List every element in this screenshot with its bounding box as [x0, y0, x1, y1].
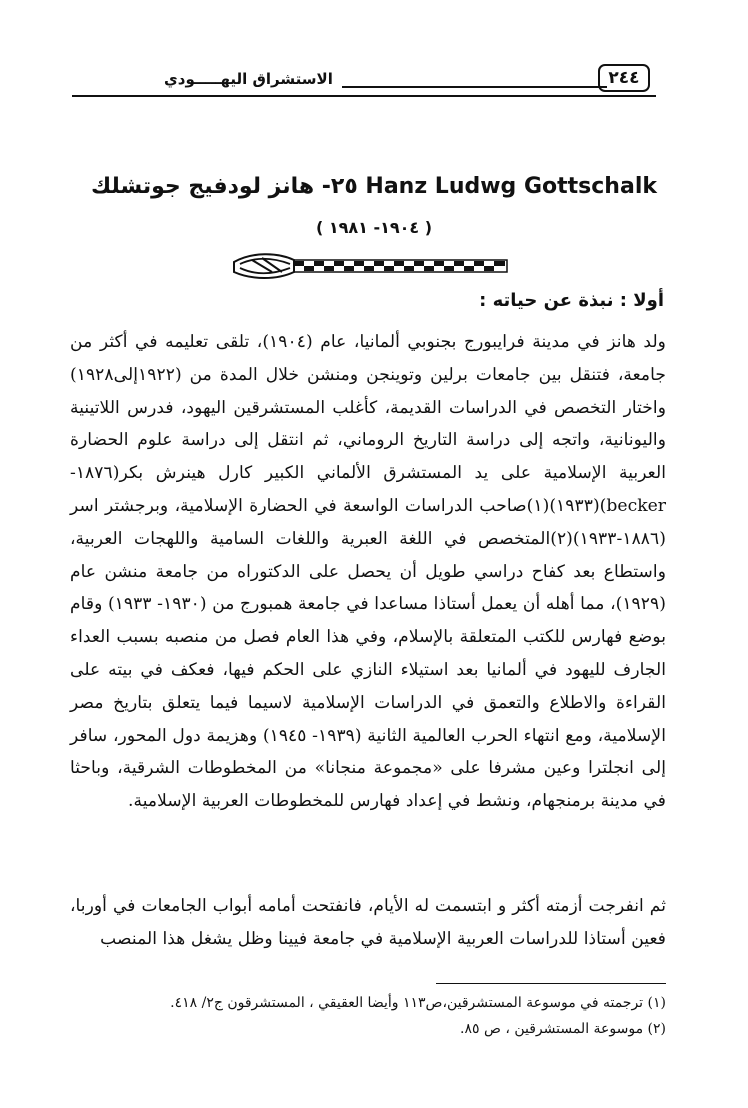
running-title: الاستشراق اليهـــــودي [164, 70, 333, 88]
footnote-2: (٢) موسوعة المستشرقين ، ص ٨٥. [460, 1021, 666, 1037]
ornament-divider [232, 250, 510, 282]
chapter-title: ٢٥- هانز لودفيج جوتشلك Hanz Ludwg Gottschalk [90, 174, 657, 199]
body-paragraph-2 [70, 890, 666, 956]
header-rule [72, 95, 656, 97]
page-number: ٢٤٤ [598, 64, 650, 92]
header-line [342, 86, 607, 88]
section-heading: أولا : نبذة عن حياته : [479, 290, 664, 311]
paragraph-text: ثم انفرجت أزمته أكثر و ابتسمت له الأيام، فانفتحت أمامه أبواب الجامعات في أوربا، فعين أستاذا للدراسات العربية الإسلامية في جامعة فيينا وظل يشغل هذا المنصب [70, 896, 666, 949]
footnote-rule [436, 983, 666, 984]
body-paragraph-1 [70, 326, 666, 818]
page-header [72, 64, 656, 98]
footnote-1: (١) ترجمته في موسوعة المستشرقين،ص١١٣ وأيضا العقيقي ، المستشرقون ج٢/ ٤١٨. [170, 995, 666, 1011]
footnotes [70, 990, 666, 1042]
paragraph-text: ولد هانز في مدينة فرايبورج بجنوبي ألمانيا، عام (١٩٠٤)، تلقى تعليمه في أكثر من جامعة، فتنقل بين جامعات برلين وتوينجن ومنشن خلال المدة من (١٩٢٢إلى١٩٢٨) واختار التخصص في الدراسات القديمة، كأغلب المستشرقين اليهود، فدرس اللاتينية واليونانية، واتجه إلى دراسة التاريخ الروماني، ثم انتقل إلى دراسة علوم الحضارة العربية الإسلامية على يد المستشرق الألماني الكبير كارل هينرش بكر(١٨٧٦-becker)(١٩٣٣)(١)صاحب الدراسات الواسعة في الحضارة الإسلامية، وبرجشتر اسر (١٨٨٦-١٩٣٣)(٢)المتخصص في اللغة العبرية واللغات السامية واللهجات العربية، واستطاع بعد كفاح دراسي طويل أن يحصل على الدكتوراه من جامعة منشن عام (١٩٢٩)، مما أهله أن يعمل أستاذا مساعدا في جامعة همبورج من (١٩٣٠- ١٩٣٣) وقام بوضع فهارس للكتب المتعلقة بالإسلام، وفي هذا العام فصل من منصبه بسبب العداء الجارف لليهود في ألمانيا بعد استيلاء النازي على الحكم فيها، فعكف في بيته على القراءة والاطلاع والتعمق في الدراسات الإسلامية لاسيما فيما يتعلق بتاريخ مصر الإسلامية، ومع انتهاء الحرب العالمية الثانية (١٩٣٩- ١٩٤٥) وهزيمة دول المحور، سافر إلى انجلترا وعين مشرفا على «مجموعة منجانا» من المخطوطات الشرقية، وباحثا في مدينة برمنجهام، ونشط في إعداد فهارس للمخطوطات العربية الإسلامية. [70, 332, 667, 812]
chapter-dates: ( ١٩٠٤- ١٩٨١ ) [315, 218, 433, 237]
